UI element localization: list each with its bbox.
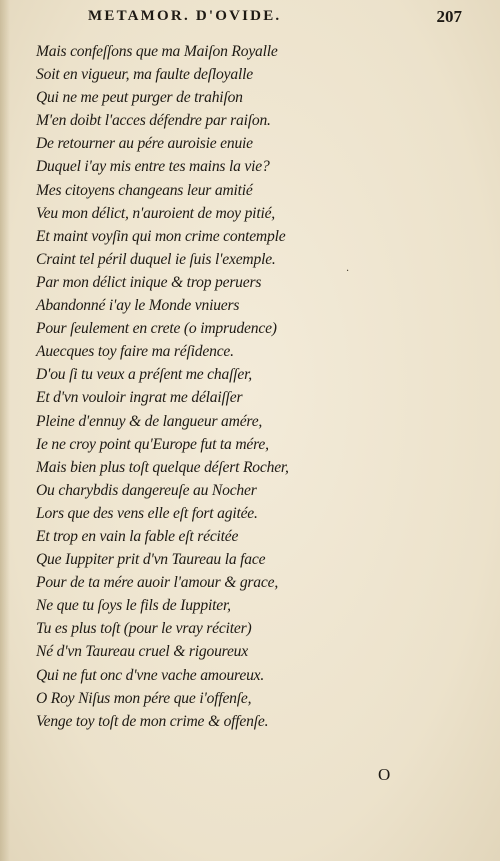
verse-line: Mais bien plus toſt quelque déſert Rocher,	[36, 458, 289, 476]
verse-line: Abandonné i'ay le Monde vniuers	[36, 297, 240, 315]
page-gutter-shadow	[0, 0, 10, 861]
page-number: 207	[436, 7, 462, 26]
verse-line: Soit en vigueur, ma faulte deſloyalle	[36, 66, 253, 84]
verse-line: De retourner au pére auroisie enuie	[36, 135, 253, 153]
poem-text	[36, 40, 356, 733]
verse-line: Mes citoyens changeans leur amitié	[36, 181, 253, 199]
verse-line: O Roy Niſus mon pére que i'offenſe,	[36, 689, 252, 707]
verse-line: Ne que tu ſoys le fils de Iuppiter,	[36, 597, 231, 615]
verse-line: Qui ne me peut purger de trahiſon	[36, 89, 243, 107]
verse-line: Venge toy toſt de mon crime & offenſe.	[36, 712, 269, 730]
verse-line: Né d'vn Taureau cruel & rigoureux	[36, 643, 248, 661]
verse-line: Et trop en vain la fable eſt récitée	[36, 527, 239, 545]
verse-line: Duquel i'ay mis entre tes mains la vie?	[36, 158, 270, 176]
verse-line: Qui ne fut onc d'vne vache amoureux.	[36, 666, 265, 684]
verse-line: Que Iuppiter prit d'vn Taureau la face	[36, 551, 266, 569]
verse-line: Ou charybdis dangereuſe au Nocher	[36, 481, 257, 499]
running-title: METAMOR. D'OVIDE.	[88, 8, 282, 24]
verse-line: Pour ſeulement en crete (o imprudence)	[36, 320, 277, 338]
verse-line: M'en doibt l'acces défendre par raiſon.	[36, 112, 271, 130]
verse-line: Craint tel péril duquel ie ſuis l'exemple.	[36, 250, 276, 268]
verse-line: Ie ne croy point qu'Europe fut ta mére,	[36, 435, 269, 453]
verse-line: Pour de ta mére auoir l'amour & grace,	[36, 574, 279, 592]
verse-line: Par mon délict inique & trop peruers	[36, 273, 262, 291]
verse-line: Et d'vn vouloir ingrat me délaiſſer	[36, 389, 243, 407]
ink-speck: .	[346, 263, 350, 274]
verse-line: Mais confeſſons que ma Maiſon Royalle	[36, 43, 278, 60]
verse-line: Pleine d'ennuy & de langueur amére,	[36, 412, 263, 430]
verse-line: Et maint voyſin qui mon crime contemple	[36, 227, 286, 245]
verse-line: D'ou ſi tu veux a préſent me chaſſer,	[36, 366, 252, 384]
verse-line: Lors que des vens elle eſt fort agitée.	[36, 504, 258, 522]
verse-line: Auecques toy faire ma réſidence.	[36, 343, 234, 361]
verse-line: Veu mon délict, n'auroient de moy pitié,	[36, 204, 276, 222]
page-header	[0, 8, 500, 32]
catchword: O	[378, 765, 391, 784]
verse-line: Tu es plus toſt (pour le vray réciter)	[36, 620, 252, 638]
